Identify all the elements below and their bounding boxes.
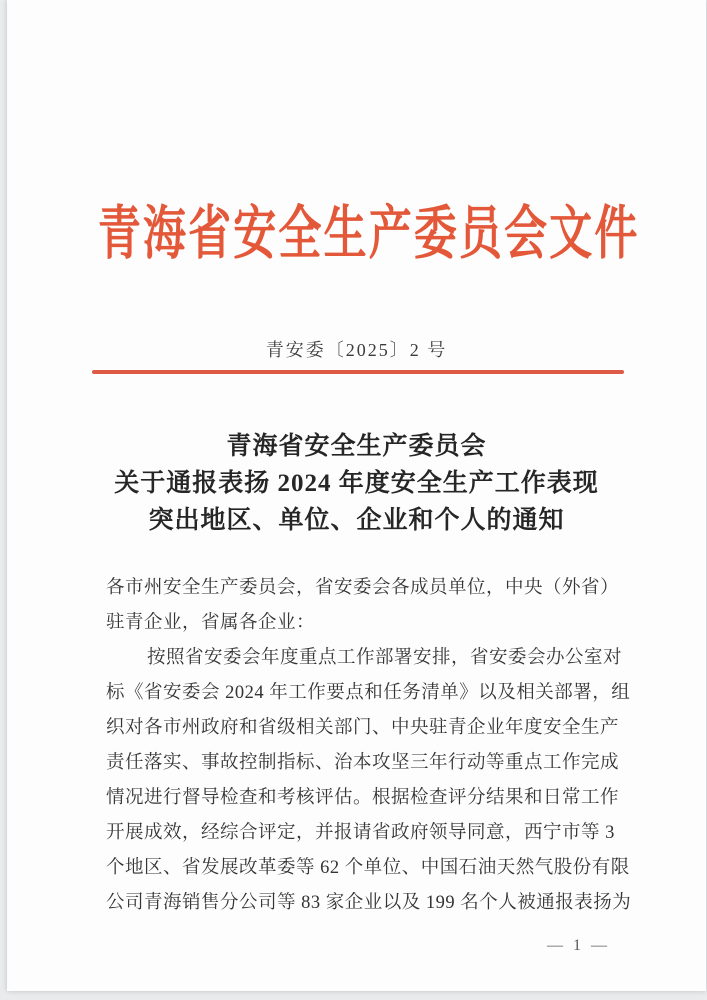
body-text-line: 各市州安全生产委员会，省安委会各成员单位，中央（外省） xyxy=(106,578,620,598)
body-text-line: 责任落实、事故控制指标、治本攻坚三年行动等重点工作完成 xyxy=(106,753,620,773)
body-text-line: 个地区、省发展改革委等 62 个单位、中国石油天然气股份有限 xyxy=(106,858,630,878)
body-text-line: 公司青海销售分公司等 83 家企业以及 199 名个人被通报表扬为 xyxy=(106,893,632,913)
body-text-line: 情况进行督导检查和考核评估。根据检查评分结果和日常工作 xyxy=(106,788,620,808)
red-separator-rule xyxy=(92,370,624,374)
body-text-line: 按照省安委会年度重点工作部署安排，省安委会办公室对 xyxy=(147,648,623,668)
body-text-line: 标《省安委会 2024 年工作要点和任务清单》以及相关部署，组 xyxy=(106,683,631,703)
body-text-line: 开展成效，经综合评定，并报请省政府领导同意，西宁市等 3 xyxy=(106,823,615,843)
document-title-line: 青海省安全生产委员会 xyxy=(226,433,487,460)
page-number: — 1 — xyxy=(547,937,610,954)
document-page xyxy=(7,0,706,991)
body-text-line: 织对各市州政府和省级相关部门、中央驻青企业年度安全生产 xyxy=(106,718,620,738)
body-text-line: 驻青企业，省属各企业： xyxy=(106,613,316,633)
document-title-line: 关于通报表扬 2024 年度安全生产工作表现 xyxy=(114,470,599,497)
document-title-line: 突出地区、单位、企业和个人的通知 xyxy=(148,507,565,534)
document-title xyxy=(7,428,706,539)
document-body xyxy=(106,571,632,921)
doc-number: 青安委〔2025〕2 号 xyxy=(265,340,448,360)
letterhead-org-title: 青海省安全生产委员会文件 xyxy=(97,201,640,266)
